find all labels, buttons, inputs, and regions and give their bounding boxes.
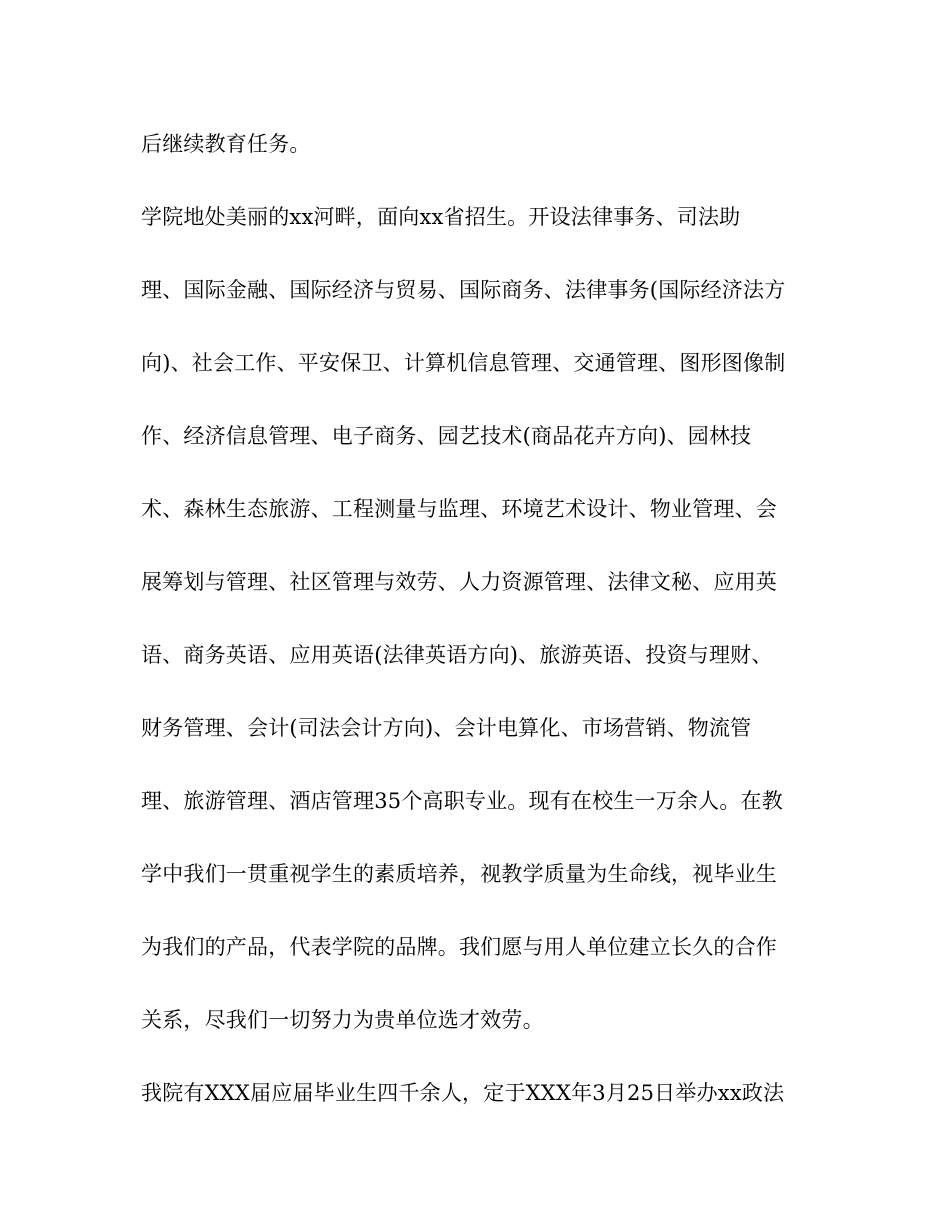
text-line: 语、商务英语、应用英语(法律英语方向)、旅游英语、投资与理财、 — [141, 643, 773, 667]
text-line: 关系，尽我们一切努力为贵单位选才效劳。 — [141, 1008, 544, 1032]
text-line: 学中我们一贯重视学生的素质培养，视教学质量为生命线，视毕业生 — [141, 862, 777, 886]
text-line: 我院有XXX届应届毕业生四千余人，定于XXX年3月25日举办xx政法 — [141, 1081, 785, 1105]
text-line: 学院地处美丽的xx河畔，面向xx省招生。开设法律事务、司法助 — [141, 205, 741, 229]
text-line: 财务管理、会计(司法会计方向)、会计电算化、市场营销、物流管 — [141, 716, 752, 740]
text-line: 理、国际金融、国际经济与贸易、国际商务、法律事务(国际经济法方 — [141, 278, 786, 302]
text-line: 为我们的产品，代表学院的品牌。我们愿与用人单位建立长久的合作 — [141, 935, 777, 959]
text-line: 向)、社会工作、平安保卫、计算机信息管理、交通管理、图形图像制 — [141, 351, 786, 375]
text-line: 术、森林生态旅游、工程测量与监理、环境艺术设计、物业管理、会 — [141, 497, 777, 521]
text-line: 作、经济信息管理、电子商务、园艺技术(商品花卉方向)、园林技 — [141, 424, 752, 448]
text-line: 理、旅游管理、酒店管理35个高职专业。现有在校生一万余人。在教 — [141, 789, 783, 813]
text-line: 后继续教育任务。 — [141, 132, 311, 156]
text-line: 展筹划与管理、社区管理与效劳、人力资源管理、法律文秘、应用英 — [141, 570, 777, 594]
